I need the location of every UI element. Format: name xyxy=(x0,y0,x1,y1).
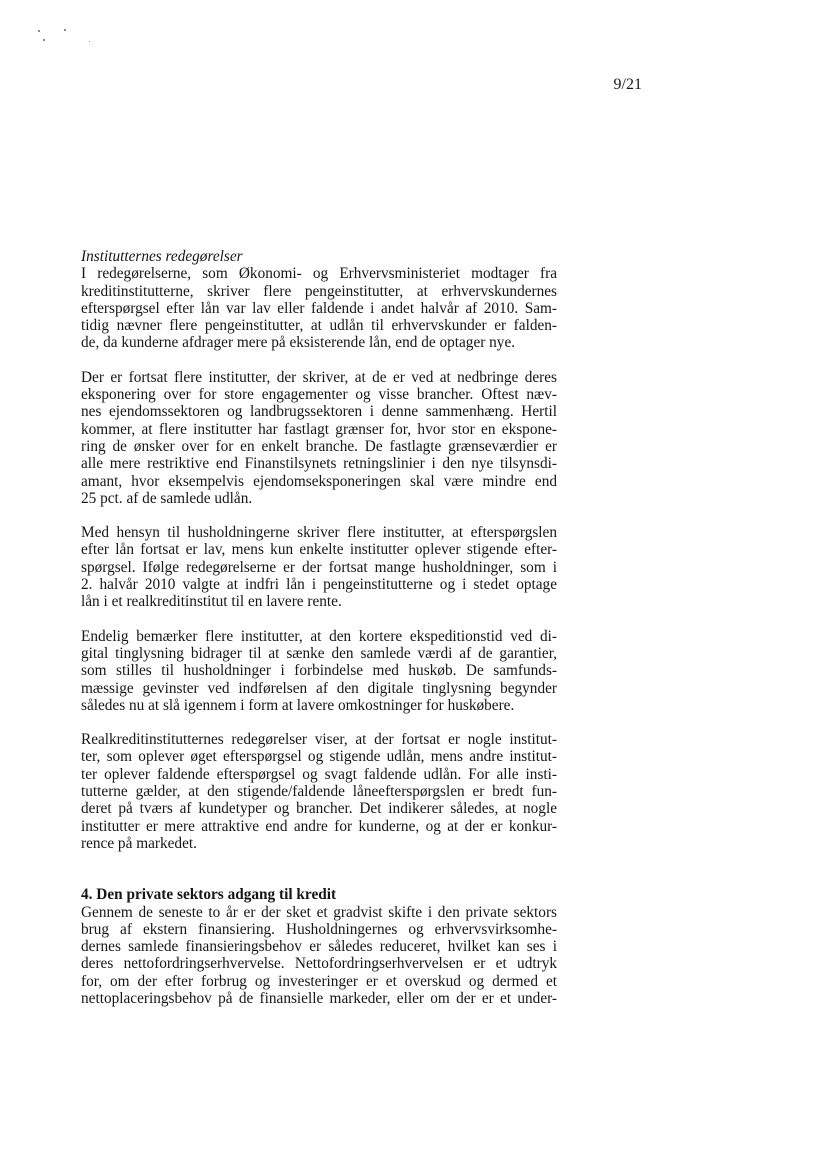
text-line: mæssige gevinster ved indførelsen af den digitale tinglysning begynder xyxy=(81,679,557,697)
text-line: amant, hvor eksempelvis ejendomseksponeringen skal være mindre end xyxy=(81,472,557,490)
text-line: ring de ønsker over for en enkelt branche. De fastlagte grænseværdier er xyxy=(81,437,557,455)
text-line: Gennem de seneste to år er der sket et gradvist skifte i den private sektors xyxy=(81,903,557,921)
text-line: eksponering over for store engagementer og visse brancher. Oftest næv- xyxy=(81,386,557,404)
subheading-institutternes-redegorelser xyxy=(81,248,557,265)
text-line: deret på tværs af kundetyper og brancher. Det indikerer således, at nogle xyxy=(81,800,557,818)
scan-speck xyxy=(89,41,90,42)
text-line: dernes samlede finansieringsbehov er således reduceret, hvilket kan ses i xyxy=(81,938,557,956)
text-line: rence på markedet. xyxy=(81,834,197,852)
text-line: ter, som oplever øget efterspørgsel og stigende udlån, mens andre institut- xyxy=(81,748,557,766)
paragraph xyxy=(81,628,557,714)
text-line: 25 pct. af de samlede udlån. xyxy=(81,489,253,507)
text-line: ter oplever faldende efterspørgsel og svagt faldende udlån. For alle insti- xyxy=(81,765,557,783)
text-line: deres nettofordringserhvervelse. Nettofordringserhvervelsen er et udtryk xyxy=(81,955,557,973)
text-line: gital tinglysning bidrager til at sænke den samlede værdi af de garantier, xyxy=(81,644,557,662)
text-line: efterspørgsel efter lån var lav eller faldende i andet halvår af 2010. Sam- xyxy=(81,299,557,317)
page-number: 9/21 xyxy=(613,76,642,93)
scan-speck xyxy=(38,30,40,32)
text-line: kreditinstitutterne, skriver flere pengeinstitutter, at erhvervskundernes xyxy=(81,282,557,300)
paragraph xyxy=(81,731,557,852)
text-line: kommer, at flere institutter har fastlagt grænser for, hvor stor en ekspone- xyxy=(81,420,557,438)
text-line: alle mere restriktive end Finanstilsynets retningslinier i den nye tilsynsdi- xyxy=(81,455,557,473)
text-line: nettoplaceringsbehov på de finansielle markeder, eller om der er et under- xyxy=(81,989,557,1007)
section-heading-text: 4. Den private sektors adgang til kredit xyxy=(81,886,337,904)
text-line: tidig nævner flere pengeinstitutter, at udlån til erhvervskunder er falden- xyxy=(81,317,557,335)
text-line: spørgsel. Ifølge redegørelserne er der fortsat mange husholdninger, som i xyxy=(81,558,557,576)
document-body xyxy=(81,248,557,1007)
text-line: efter lån fortsat er lav, mens kun enkelte institutter oplever stigende efter- xyxy=(81,541,557,559)
subheading-text: Institutternes redegørelser xyxy=(81,248,243,265)
text-line: 2. halvår 2010 valgte at indfri lån i pengeinstitutterne og i stedet optage xyxy=(81,576,557,594)
scan-speck xyxy=(43,39,45,41)
text-line: således nu at slå igennem i form at lavere omkostninger for huskøbere. xyxy=(81,696,515,714)
scan-speck xyxy=(64,29,66,31)
text-line: brug af ekstern finansiering. Husholdningernes og erhvervsvirksomhe- xyxy=(81,920,557,938)
paragraph xyxy=(81,265,557,351)
text-line: for, om der efter forbrug og investeringer er et overskud og dermed et xyxy=(81,972,557,990)
paragraph xyxy=(81,369,557,507)
paragraph xyxy=(81,904,557,1008)
paragraph xyxy=(81,524,557,610)
section-heading-4 xyxy=(81,886,557,903)
text-line: I redegørelserne, som Økonomi- og Erhvervsministeriet modtager fra xyxy=(81,265,557,283)
text-line: Med hensyn til husholdningerne skriver flere institutter, at efterspørgslen xyxy=(81,524,557,542)
text-line: nes ejendomssektoren og landbrugssektoren i denne sammenhæng. Hertil xyxy=(81,403,557,421)
text-line: Der er fortsat flere institutter, der skriver, at de er ved at nedbringe deres xyxy=(81,368,557,386)
text-line: Realkreditinstitutternes redegørelser viser, at der fortsat er nogle institut- xyxy=(81,731,557,749)
text-line: de, da kunderne afdrager mere på eksisterende lån, end de optager nye. xyxy=(81,334,516,352)
text-line: som stilles til husholdninger i forbindelse med huskøb. De samfunds- xyxy=(81,662,557,680)
text-line: lån i et realkreditinstitut til en lavere rente. xyxy=(81,593,342,611)
text-line: tutterne gælder, at den stigende/faldende låneefterspørgslen er bredt fun- xyxy=(81,783,557,801)
text-line: institutter er mere attraktive end andre for kunderne, og at der er konkur- xyxy=(81,817,557,835)
text-line: Endelig bemærker flere institutter, at den kortere ekspeditionstid ved di- xyxy=(81,627,557,645)
